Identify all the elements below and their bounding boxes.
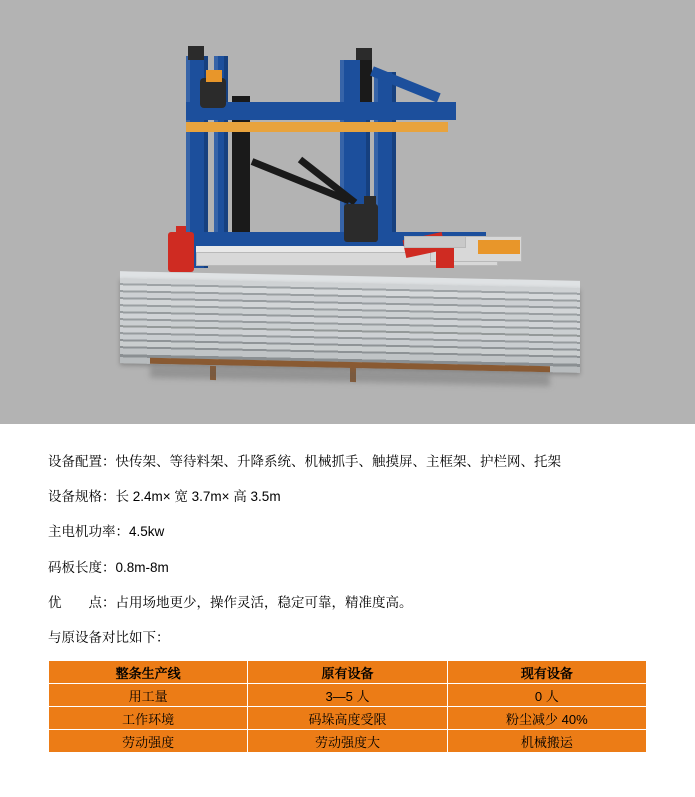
table-cell-intensity-new: 机械搬运 [447, 730, 646, 753]
spec-label-advantage: 优 点： [48, 594, 116, 610]
spec-label-size: 设备规格： [48, 489, 116, 505]
left-clamp-pin [176, 226, 186, 242]
table-row [49, 684, 647, 707]
spec-value-length: 0.8m-8m [115, 559, 169, 575]
spec-value-size: 长 2.4m× 宽 3.7m× 高 3.5m [115, 489, 281, 505]
table-cell-env-label: 工作环境 [49, 707, 248, 730]
spec-label-power: 主电机功率： [48, 524, 129, 540]
table-cell-env-old: 码垛高度受限 [248, 707, 447, 730]
table-cell-intensity-label: 劳动强度 [49, 730, 248, 753]
spec-value-advantage: 占用场地更少，操作灵活，稳定可靠，精准度高。 [115, 594, 413, 610]
table-row [49, 707, 647, 730]
spec-line-power [48, 524, 647, 540]
control-box [206, 70, 222, 82]
right-rail [404, 236, 466, 248]
motor-housing [200, 78, 226, 108]
spec-line-advantage [48, 595, 647, 611]
compare-intro: 与原设备对比如下： [48, 629, 170, 645]
top-beam [186, 102, 456, 120]
table-header-cell-line: 整条生产线 [49, 661, 248, 684]
table-cell-labor-label: 用工量 [49, 684, 248, 707]
spec-line-length [48, 560, 647, 576]
top-cap-left [188, 46, 204, 60]
right-orange-block [478, 240, 520, 254]
table-cell-labor-new: 0 人 [447, 684, 646, 707]
frame-column-black-top [360, 56, 372, 104]
table-header-cell-old: 原有设备 [248, 661, 447, 684]
table-cell-intensity-old: 劳动强度大 [248, 730, 447, 753]
spec-line-size [48, 489, 647, 505]
document-body [0, 424, 695, 753]
spec-value-power: 4.5kw [129, 524, 165, 540]
table-cell-labor-old: 3—5 人 [248, 684, 447, 707]
table-header-cell-new: 现有设备 [447, 661, 646, 684]
spec-line-config [48, 454, 647, 470]
spec-value-config: 快传架、等待料架、升降系统、机械抓手、触摸屏、主框架、护栏网、托架 [115, 454, 561, 469]
gripper-arm [364, 196, 376, 242]
spec-label-length: 码板长度： [48, 559, 116, 575]
spec-label-config: 设备配置： [48, 454, 116, 469]
comparison-table [48, 660, 647, 753]
table-cell-env-new: 粉尘减少 40% [447, 707, 646, 730]
top-beam-yellow [186, 122, 448, 132]
table-header-row [49, 661, 647, 684]
table-row [49, 730, 647, 753]
top-cap-right [356, 48, 372, 60]
